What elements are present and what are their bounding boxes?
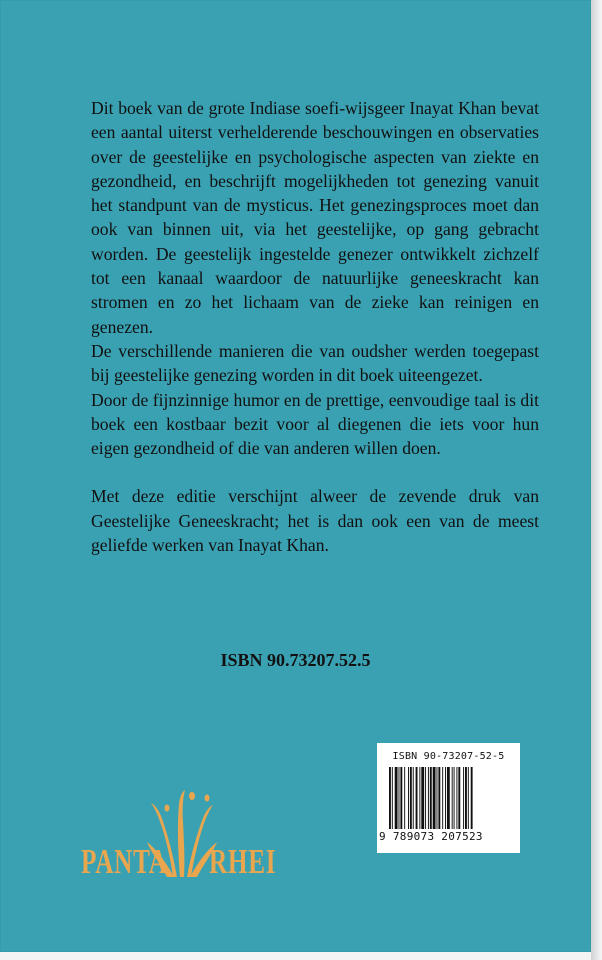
barcode-bar bbox=[416, 767, 418, 829]
barcode-bar bbox=[437, 767, 438, 829]
barcode-digits: 9 789073 207523 bbox=[379, 830, 483, 843]
barcode-bar bbox=[438, 767, 440, 829]
barcode-bar bbox=[442, 767, 443, 829]
barcode-bar bbox=[458, 767, 460, 829]
barcode-bar bbox=[399, 767, 400, 829]
publisher-logo bbox=[81, 782, 281, 892]
barcode-bar bbox=[410, 767, 412, 829]
blurb-paragraph-1: Dit boek van de grote Indiase soefi-wijsgeer Inayat Khan bevat een aantal uiterst verhelderende beschouwingen en observaties over de geestelijke en psychologische aspecten van ziekte en gezondheid, en beschrijft mogelijkheden tot genezing vanuit het standpunt van de mysticus. Het genezingsproces moet dan ook van binnen uit, via het geestelijke, op gang gebracht worden. De geestelijk ingestelde genezer ontwikkelt zichzelf tot een kanaal waardoor de natuurlijke geneeskracht kan stromen en zo het lichaam van de zieke kan reinigen en genezen. bbox=[91, 98, 539, 337]
publisher-name-right: RHEI bbox=[209, 842, 277, 881]
barcode-bar bbox=[428, 767, 429, 829]
blurb-paragraph-4: Met deze editie verschijnt alweer de zevende druk van Geestelijke Geneeskracht; het is dan ook een van de meest geliefde werken van Inayat Khan. bbox=[91, 486, 539, 556]
barcode-label bbox=[377, 743, 520, 853]
barcode-bar bbox=[456, 767, 457, 829]
barcode-bar bbox=[430, 767, 432, 829]
barcode-bar bbox=[421, 767, 424, 829]
blurb-paragraph-3: Door de fijnzinnige humor en de prettige, eenvoudige taal is dit boek een kostbaar bezit voor al diegenen die iets voor hun eigen gezondheid of die van anderen willen doen. bbox=[91, 389, 539, 459]
barcode-bar bbox=[447, 767, 450, 829]
cover-blurb bbox=[91, 96, 539, 557]
barcode-bar bbox=[425, 767, 426, 829]
barcode-isbn-text: ISBN 90-73207-52-5 bbox=[392, 751, 505, 762]
barcode-bar bbox=[465, 767, 467, 829]
barcode-bar bbox=[419, 767, 420, 829]
publisher-name-left: PANTA bbox=[81, 842, 168, 881]
isbn-line: ISBN 90.73207.52.5 bbox=[220, 650, 371, 670]
barcode-bar bbox=[433, 767, 436, 829]
barcode-bar bbox=[404, 767, 405, 829]
blurb-paragraph-2: De verschillende manieren die van oudsher werden toegepast bij geestelijke genezing worden in dit boek uiteengezet. bbox=[91, 340, 539, 386]
page-edge bbox=[591, 0, 602, 960]
barcode-bar bbox=[454, 767, 455, 829]
barcode-bar bbox=[413, 767, 414, 829]
barcode-bar bbox=[400, 767, 402, 829]
barcode-bar bbox=[445, 767, 446, 829]
barcode-bar bbox=[468, 767, 469, 829]
barcode-bar bbox=[408, 767, 409, 829]
barcode-bar bbox=[392, 767, 393, 829]
barcode-bar bbox=[395, 767, 398, 829]
barcode-bar bbox=[452, 767, 453, 829]
barcode-bar bbox=[471, 767, 473, 829]
barcode-bars bbox=[389, 767, 509, 829]
barcode-bar bbox=[463, 767, 464, 829]
barcode-bar bbox=[389, 767, 391, 829]
